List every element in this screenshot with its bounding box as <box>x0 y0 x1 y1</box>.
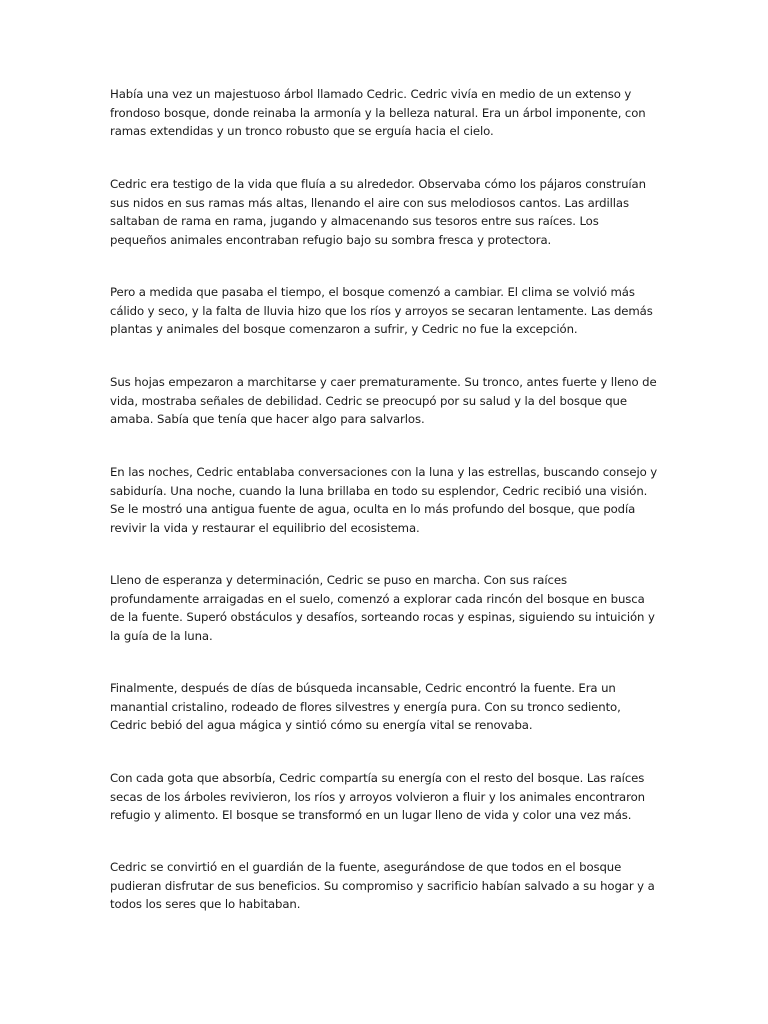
paragraph-7: Finalmente, después de días de búsqueda incansable, Cedric encontró la fuente. Era un manantial cristalino, rodeado de flores silvestres y energía pura. Con su tronco sediento, Cedric bebió del agua mágica y sintió cómo su energía vital se renovaba. <box>110 681 621 732</box>
paragraph-4: Sus hojas empezaron a marchitarse y caer prematuramente. Su tronco, antes fuerte y lleno de vida, mostraba señales de debilidad. Cedric se preocupó por su salud y la del bosque que amaba. Sabía que tenía que hacer algo para salvarlos. <box>110 375 657 426</box>
paragraph-3: Pero a medida que pasaba el tiempo, el bosque comenzó a cambiar. El clima se volvió más cálido y seco, y la falta de lluvia hizo que los ríos y arroyos se secaran lentamente. Las demás plantas y animales del bosque comenzaron a sufrir, y Cedric no fue la excepción. <box>110 285 653 336</box>
paragraph-2: Cedric era testigo de la vida que fluía a su alrededor. Observaba cómo los pájaros construían sus nidos en sus ramas más altas, llenando el aire con sus melodiosos cantos. Las ardillas saltaban de rama en rama, jugando y almacenando sus tesoros entre sus raíces. Los pequeños animales encontraban refugio bajo su sombra fresca y protectora. <box>110 177 646 247</box>
paragraph-6: Lleno de esperanza y determinación, Cedric se puso en marcha. Con sus raíces profundamente arraigadas en el suelo, comenzó a explorar cada rincón del bosque en busca de la fuente. Superó obstáculos y desafíos, sorteando rocas y espinas, siguiendo su intuición y la guía de la luna. <box>110 573 655 643</box>
paragraph-1: Había una vez un majestuoso árbol llamado Cedric. Cedric vivía en medio de un extenso y frondoso bosque, donde reinaba la armonía y la belleza natural. Era un árbol imponente, con ramas extendidas y un tronco robusto que se erguía hacia el cielo. <box>110 87 646 138</box>
paragraph-9: Cedric se convirtió en el guardián de la fuente, asegurándose de que todos en el bosque pudieran disfrutar de sus beneficios. Su compromiso y sacrificio habían salvado a su hogar y a todos los seres que lo habitaban. <box>110 860 655 911</box>
paragraph-5: En las noches, Cedric entablaba conversaciones con la luna y las estrellas, buscando consejo y sabiduría. Una noche, cuando la luna brillaba en todo su esplendor, Cedric recibió una visión. Se le mostró una antigua fuente de agua, oculta en lo más profundo del bosque, que podía revivir la vida y restaurar el equilibrio del ecosistema. <box>110 465 658 535</box>
paragraph-8: Con cada gota que absorbía, Cedric compartía su energía con el resto del bosque. Las raíces secas de los árboles revivieron, los ríos y arroyos volvieron a fluir y los animales encontraron refugio y alimento. El bosque se transformó en un lugar lleno de vida y color una vez más. <box>110 771 645 822</box>
